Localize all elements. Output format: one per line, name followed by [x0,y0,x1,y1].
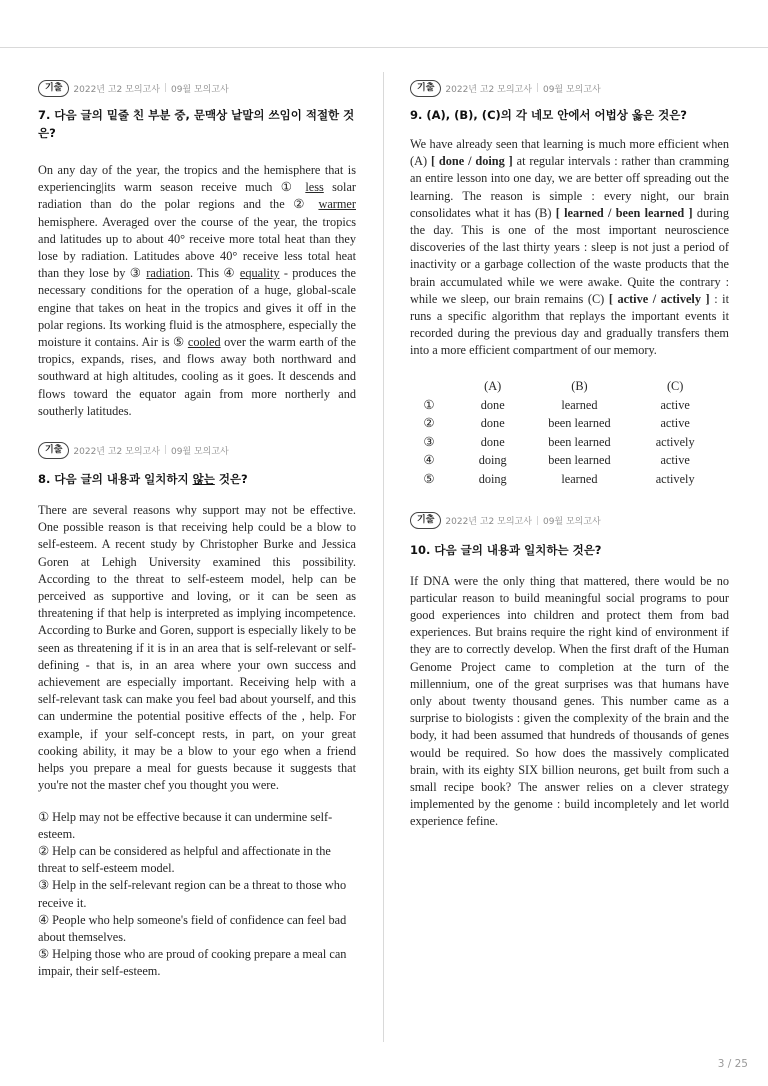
table-row[interactable]: ⑤ doing learned actively [423,471,695,486]
exam-year: 2022년 고2 모의고사 [73,84,160,95]
column-divider [383,72,384,1042]
bracket-b: [ learned / been learned ] [555,205,693,220]
q8-title: 8. 다음 글의 내용과 일치하지 않는 것은? [38,472,248,487]
header-b: (B) [571,379,588,394]
q9-source-tag: 기출 2022년 고2 모의고사 | 09월 모의고사 [410,78,729,98]
exam-year: 2022년 고2 모의고사 [445,84,532,95]
table-row[interactable]: ② done been learned active [423,416,690,431]
table-row[interactable]: ④ doing been learned active [423,453,690,468]
header-c: (C) [666,379,684,394]
exam-year: 2022년 고2 모의고사 [73,446,160,457]
choice-2[interactable]: ② Help can be considered as helpful and affectionate in the threat to self-esteem model. [38,843,331,876]
table-header-row [410,378,729,397]
q8-source-tag: 기출 2022년 고2 모의고사 | 09월 모의고사 [38,440,356,460]
q9-options-table [410,378,729,489]
q7-source-tag: 기출 2022년 고2 모의고사 | 09월 모의고사 [38,78,356,98]
left-column [38,78,356,981]
bracket-a: [ done / doing ] [430,154,513,169]
table-row[interactable]: ③ done been learned actively [423,434,695,449]
choice-3[interactable]: ③ Help in the self-relevant region can be a threat to those who receive it. [38,878,347,910]
exam-month: 09월 모의고사 [542,517,601,528]
choice-1[interactable]: ① Help may not be effective because it can undermine self-esteem. [38,809,333,841]
underline-4: equality [239,266,280,281]
q7-title: 7. 다음 글의 밑줄 친 부분 중, 문맥상 낱말의 쓰임이 적절한 것은? [38,108,355,140]
q9-passage: We have already seen that learning is much more efficient when (A) [ done / doing ] at regular intervals : rather than cramming an entire lesson into one day, we are better off spreading out the learning. The reason is simple : every night, our brain consolidates what it has (B) [ learned / been learned ] during the day. This is one of the most important neuroscience discoveries of the last thirty years : sleep is not just a period of inactivity or a garbage collection of the waste products that the brain accumulated while we were awake. Quite the contrary : while we sleep, our brain remains (C) [ active / actively ] : it runs a specific algorithm that replays the important events it recorded during the previous day and gradually transfers them into a more efficient compartment of our memory. [410,137,730,358]
past-exam-badge: 기출 [38,442,69,459]
bracket-c: [ active / actively ] [608,291,710,306]
page-number: 3 / 25 [717,1058,748,1070]
past-exam-badge: 기출 [410,80,441,97]
past-exam-badge: 기출 [410,512,441,529]
exam-month: 09월 모의고사 [170,84,229,95]
header-rule [0,47,768,48]
q7-passage: On any day of the year, the tropics and the hemisphere that is experiencing|its warm season receive much ① less solar radiation than do the polar regions and the ② warmer hemisphere. Averaged over the course of the year, the tropics and latitudes up to about 40° receive more total heat than they lose by radiation. Latitudes above 40° receive less total heat than they lose by ③ radiation. This ④ equality - produces the necessary conditions for the operation of a huge, global-scale engine that takes on heat in the tropics and gives it off in the polar regions. Its working fluid is the atmosphere, especially the moisture it contains. Air is ⑤ cooled over the warm earth of the tropics, expands, rises, and flows away both northward and southward at high altitudes, cooling as it goes. It descends and flows toward the equator again from more northerly and southerly latitudes. [38,163,356,418]
q9-title: 9. (A), (B), (C)의 각 네모 안에서 어법상 옳은 것은? [410,108,687,122]
underline-5: cooled [187,335,221,350]
q8-passage: There are several reasons why support may not be effective. One possible reason is that receiving help could be a blow to self-esteem. A recent study by Christopher Burke and Jessica Goren at Lehigh University examined this possibility. According to the threat to self-esteem model, help can be perceived as supportive and loving, or it can be seen as threatening if that help is interpreted as implying incompetence. According to Burke and Goren, support is especially likely to be seen as threatening if it is in an area that is self-relevant or self- defining - that is, in an area where your own success and achievement are especially important. Receiving help with a self-relevant task can make you feel bad about yourself, and this can undermine the potential positive effects of the , help. For example, if your self-concept rests, in part, on your great cooking ability, it may be a blow to your ego when a friend helps you prepare a meal for guests because it suggests that you're not the master chef you thought you were. [38,503,356,793]
table-row[interactable]: ① done learned active [423,397,690,412]
exam-month: 09월 모의고사 [542,84,601,95]
header-a: (A) [484,379,502,394]
choice-4[interactable]: ④ People who help someone's field of confidence can feel bad about themselves. [38,912,347,944]
underline-2: warmer [318,197,356,212]
q10-passage: If DNA were the only thing that mattered, there would be no particular reason to build meaningful social programs to pour good experiences into children and protect them from bad experiences. But brains require the right kind of environment if they are to correctly develop. When the first draft of the Human Genome Project came to completion at the turn of the millennium, one of the great surprises was that humans have only about twenty thousand genes. This number came as a surprise to biologists : given the complexity of the brain and the body, it had been assumed that hundreds of thousands of genes would be required. So how does the massively complicated brain, with its eighty SIX billion neurons, get built from such a small recipe book? The answer relies on a clever strategy implemented by the genome : build incompletely and let world experience fefine. [410,573,729,829]
underline-1: less [305,180,324,195]
exam-year: 2022년 고2 모의고사 [445,517,532,528]
exam-month: 09월 모의고사 [170,446,229,457]
q10-source-tag: 기출 2022년 고2 모의고사 | 09월 모의고사 [410,511,729,531]
q10-title: 10. 다음 글의 내용과 일치하는 것은? [410,542,602,557]
right-column [410,78,729,831]
q8-choices [38,809,356,981]
underline-3: radiation [146,266,190,281]
choice-5[interactable]: ⑤ Helping those who are proud of cooking prepare a meal can impair, their self-esteem. [38,947,347,979]
past-exam-badge: 기출 [38,80,69,97]
